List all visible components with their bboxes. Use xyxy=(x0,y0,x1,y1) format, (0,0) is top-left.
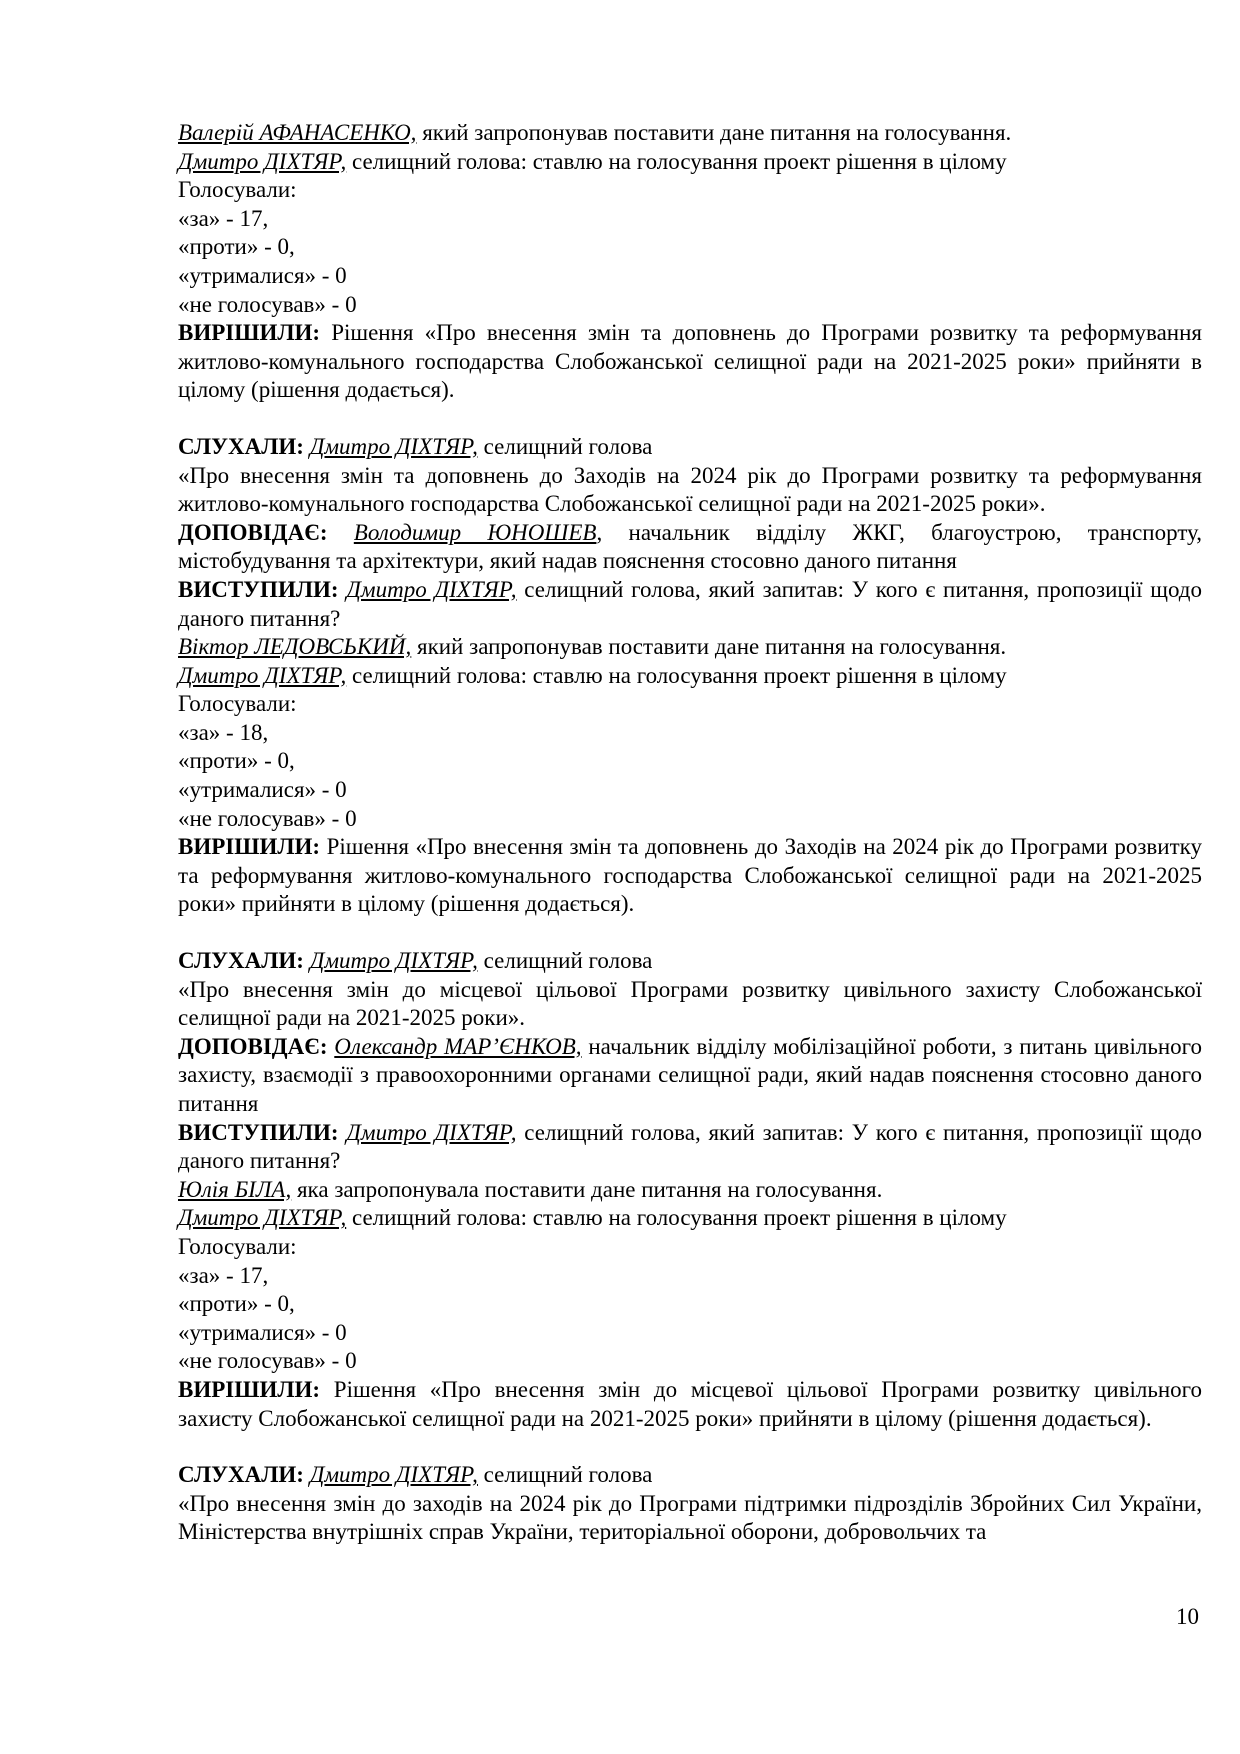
speaker-name: Дмитро ДІХТЯР, xyxy=(178,148,347,174)
paragraph xyxy=(178,1490,1202,1547)
section-label: ВИСТУПИЛИ: xyxy=(178,1119,339,1145)
text-run: селищний голова xyxy=(477,948,653,974)
speaker-name: Дмитро ДІХТЯР, xyxy=(178,662,347,688)
text-run: «Про внесення змін та доповнень до Заходів на 2024 рік до Програми розвитку та реформування житлово-комунального господарства Слобожанської селищної ради на 2021-2025 роки». xyxy=(178,462,1202,517)
text-run: селищний голова: ставлю на голосування проект рішення в цілому xyxy=(346,1205,1007,1231)
speaker-name: Віктор ЛЕДОВСЬКИЙ, xyxy=(178,634,412,660)
speaker-name: Дмитро ДІХТЯР, xyxy=(309,948,478,974)
paragraph xyxy=(178,1319,1202,1348)
speaker-name: Дмитро ДІХТЯР, xyxy=(346,1119,517,1145)
speaker-name: Дмитро ДІХТЯР, xyxy=(346,576,517,602)
text-run: «за» - 17, xyxy=(178,1262,269,1288)
paragraph xyxy=(178,1376,1202,1433)
text-run: «не голосував» - 0 xyxy=(178,1348,357,1374)
paragraph xyxy=(178,119,1202,148)
text-run: селищний голова, який запитав: У кого є питання, пропозиції щодо даного питання? xyxy=(178,1119,1203,1174)
section-label: ВИРІШИЛИ: xyxy=(178,320,321,346)
section-label: СЛУХАЛИ: xyxy=(178,948,304,974)
text-run: Голосували: xyxy=(178,691,297,717)
paragraph xyxy=(178,947,1202,976)
paragraph xyxy=(178,633,1202,662)
section-label: ДОПОВІДАЄ: xyxy=(178,1033,328,1059)
paragraph xyxy=(178,291,1202,320)
speaker-name: Дмитро ДІХТЯР, xyxy=(178,1205,347,1231)
paragraph xyxy=(178,576,1202,633)
text-run: «утрималися» - 0 xyxy=(178,262,347,288)
paragraph xyxy=(178,1290,1202,1319)
speaker-name: Олександр МАР’ЄНКОВ, xyxy=(334,1033,582,1059)
section-label: ДОПОВІДАЄ: xyxy=(178,519,328,545)
paragraph xyxy=(178,1033,1202,1119)
text-run: селищний голова: ставлю на голосування проект рішення в цілому xyxy=(346,148,1007,174)
text-run: селищний голова xyxy=(477,1462,653,1488)
text-run: селищний голова xyxy=(477,433,653,459)
paragraph xyxy=(178,776,1202,805)
text-run: селищний голова, який запитав: У кого є питання, пропозиції щодо даного питання? xyxy=(178,576,1203,631)
text-run: начальник відділу мобілізаційної роботи, з питань цивільного захисту, взаємодії з правоохоронними органами селищної ради, який надав пояснення стосовно даного питання xyxy=(178,1033,1203,1116)
paragraph xyxy=(178,805,1202,834)
paragraph xyxy=(178,262,1202,291)
text-run: Рішення «Про внесення змін та доповнень до Заходів на 2024 рік до Програми розвитку та реформування житлово-комунального господарства Слобожанської селищної ради на 2021-2025 роки» прийняти в цілому (рішення додається). xyxy=(178,834,1202,917)
paragraph xyxy=(178,690,1202,719)
text-run: «за» - 18, xyxy=(178,719,269,745)
paragraph xyxy=(178,719,1202,748)
section-label: СЛУХАЛИ: xyxy=(178,433,304,459)
speaker-name: Юлія БІЛА, xyxy=(178,1176,292,1202)
text-run: «утрималися» - 0 xyxy=(178,1319,347,1345)
paragraph-gap xyxy=(178,919,1202,947)
paragraph xyxy=(178,205,1202,234)
page-number: 10 xyxy=(1176,1604,1199,1629)
speaker-name: Валерій АФАНАСЕНКО, xyxy=(178,120,417,145)
paragraph xyxy=(178,1204,1202,1233)
document-body xyxy=(178,119,1202,1547)
paragraph-gap xyxy=(178,1433,1202,1461)
speaker-name: Дмитро ДІХТЯР, xyxy=(309,1462,478,1488)
text-run: , начальник відділу ЖКГ, благоустрою, транспорту, містобудування та архітектури, який надав пояснення стосовно даного питання xyxy=(178,519,1203,574)
paragraph xyxy=(178,519,1202,576)
paragraph xyxy=(178,1347,1202,1376)
text-run: «проти» - 0, xyxy=(178,1291,295,1317)
paragraph xyxy=(178,1262,1202,1291)
text-run: селищний голова: ставлю на голосування проект рішення в цілому xyxy=(346,662,1007,688)
text-run: «за» - 17, xyxy=(178,205,269,231)
speaker-name: Дмитро ДІХТЯР, xyxy=(309,433,478,459)
paragraph xyxy=(178,433,1202,462)
text-run: «не голосував» - 0 xyxy=(178,805,357,831)
text-run: Голосували: xyxy=(178,1233,297,1259)
paragraph xyxy=(178,747,1202,776)
text-run: «проти» - 0, xyxy=(178,748,295,774)
text-run: який запропонував поставити дане питання на голосування. xyxy=(411,634,1007,660)
paragraph xyxy=(178,662,1202,691)
section-label: ВИСТУПИЛИ: xyxy=(178,576,339,602)
paragraph xyxy=(178,319,1202,405)
text-run: Голосували: xyxy=(178,177,297,203)
paragraph xyxy=(178,1461,1202,1490)
text-run: Рішення «Про внесення змін до місцевої цільової Програми розвитку цивільного захисту Слобожанської селищної ради на 2021-2025 роки» прийняти в цілому (рішення додається). xyxy=(178,1376,1202,1431)
paragraph xyxy=(178,148,1202,177)
text-run: яка запропонувала поставити дане питання на голосування. xyxy=(291,1176,883,1202)
section-label: СЛУХАЛИ: xyxy=(178,1462,304,1488)
paragraph xyxy=(178,1233,1202,1262)
text-run: «Про внесення змін до місцевої цільової Програми розвитку цивільного захисту Слобожанської селищної ради на 2021-2025 роки». xyxy=(178,976,1202,1031)
text-run: «проти» - 0, xyxy=(178,234,295,260)
section-label: ВИРІШИЛИ: xyxy=(178,1376,321,1402)
paragraph xyxy=(178,233,1202,262)
text-run: «не голосував» - 0 xyxy=(178,291,357,317)
text-run: який запропонував поставити дане питання на голосування. xyxy=(416,120,1012,145)
paragraph xyxy=(178,1176,1202,1205)
paragraph-gap xyxy=(178,405,1202,433)
text-run: Рішення «Про внесення змін та доповнень до Програми розвитку та реформування житлово-комунального господарства Слобожанської селищної ради на 2021-2025 роки» прийняти в цілому (рішення додається). xyxy=(178,320,1202,403)
paragraph xyxy=(178,462,1202,519)
text-run xyxy=(327,520,353,545)
paragraph xyxy=(178,976,1202,1033)
text-run: «утрималися» - 0 xyxy=(178,777,347,803)
paragraph xyxy=(178,833,1202,919)
paragraph xyxy=(178,176,1202,205)
section-label: ВИРІШИЛИ: xyxy=(178,834,321,860)
paragraph xyxy=(178,1119,1202,1176)
text-run: «Про внесення змін до заходів на 2024 рік до Програми підтримки підрозділів Збройних Сил України, Міністерства внутрішніх справ України, територіальної оборони, добровольчих та xyxy=(178,1490,1202,1545)
speaker-name: Володимир ЮНОШЕВ xyxy=(353,519,597,545)
